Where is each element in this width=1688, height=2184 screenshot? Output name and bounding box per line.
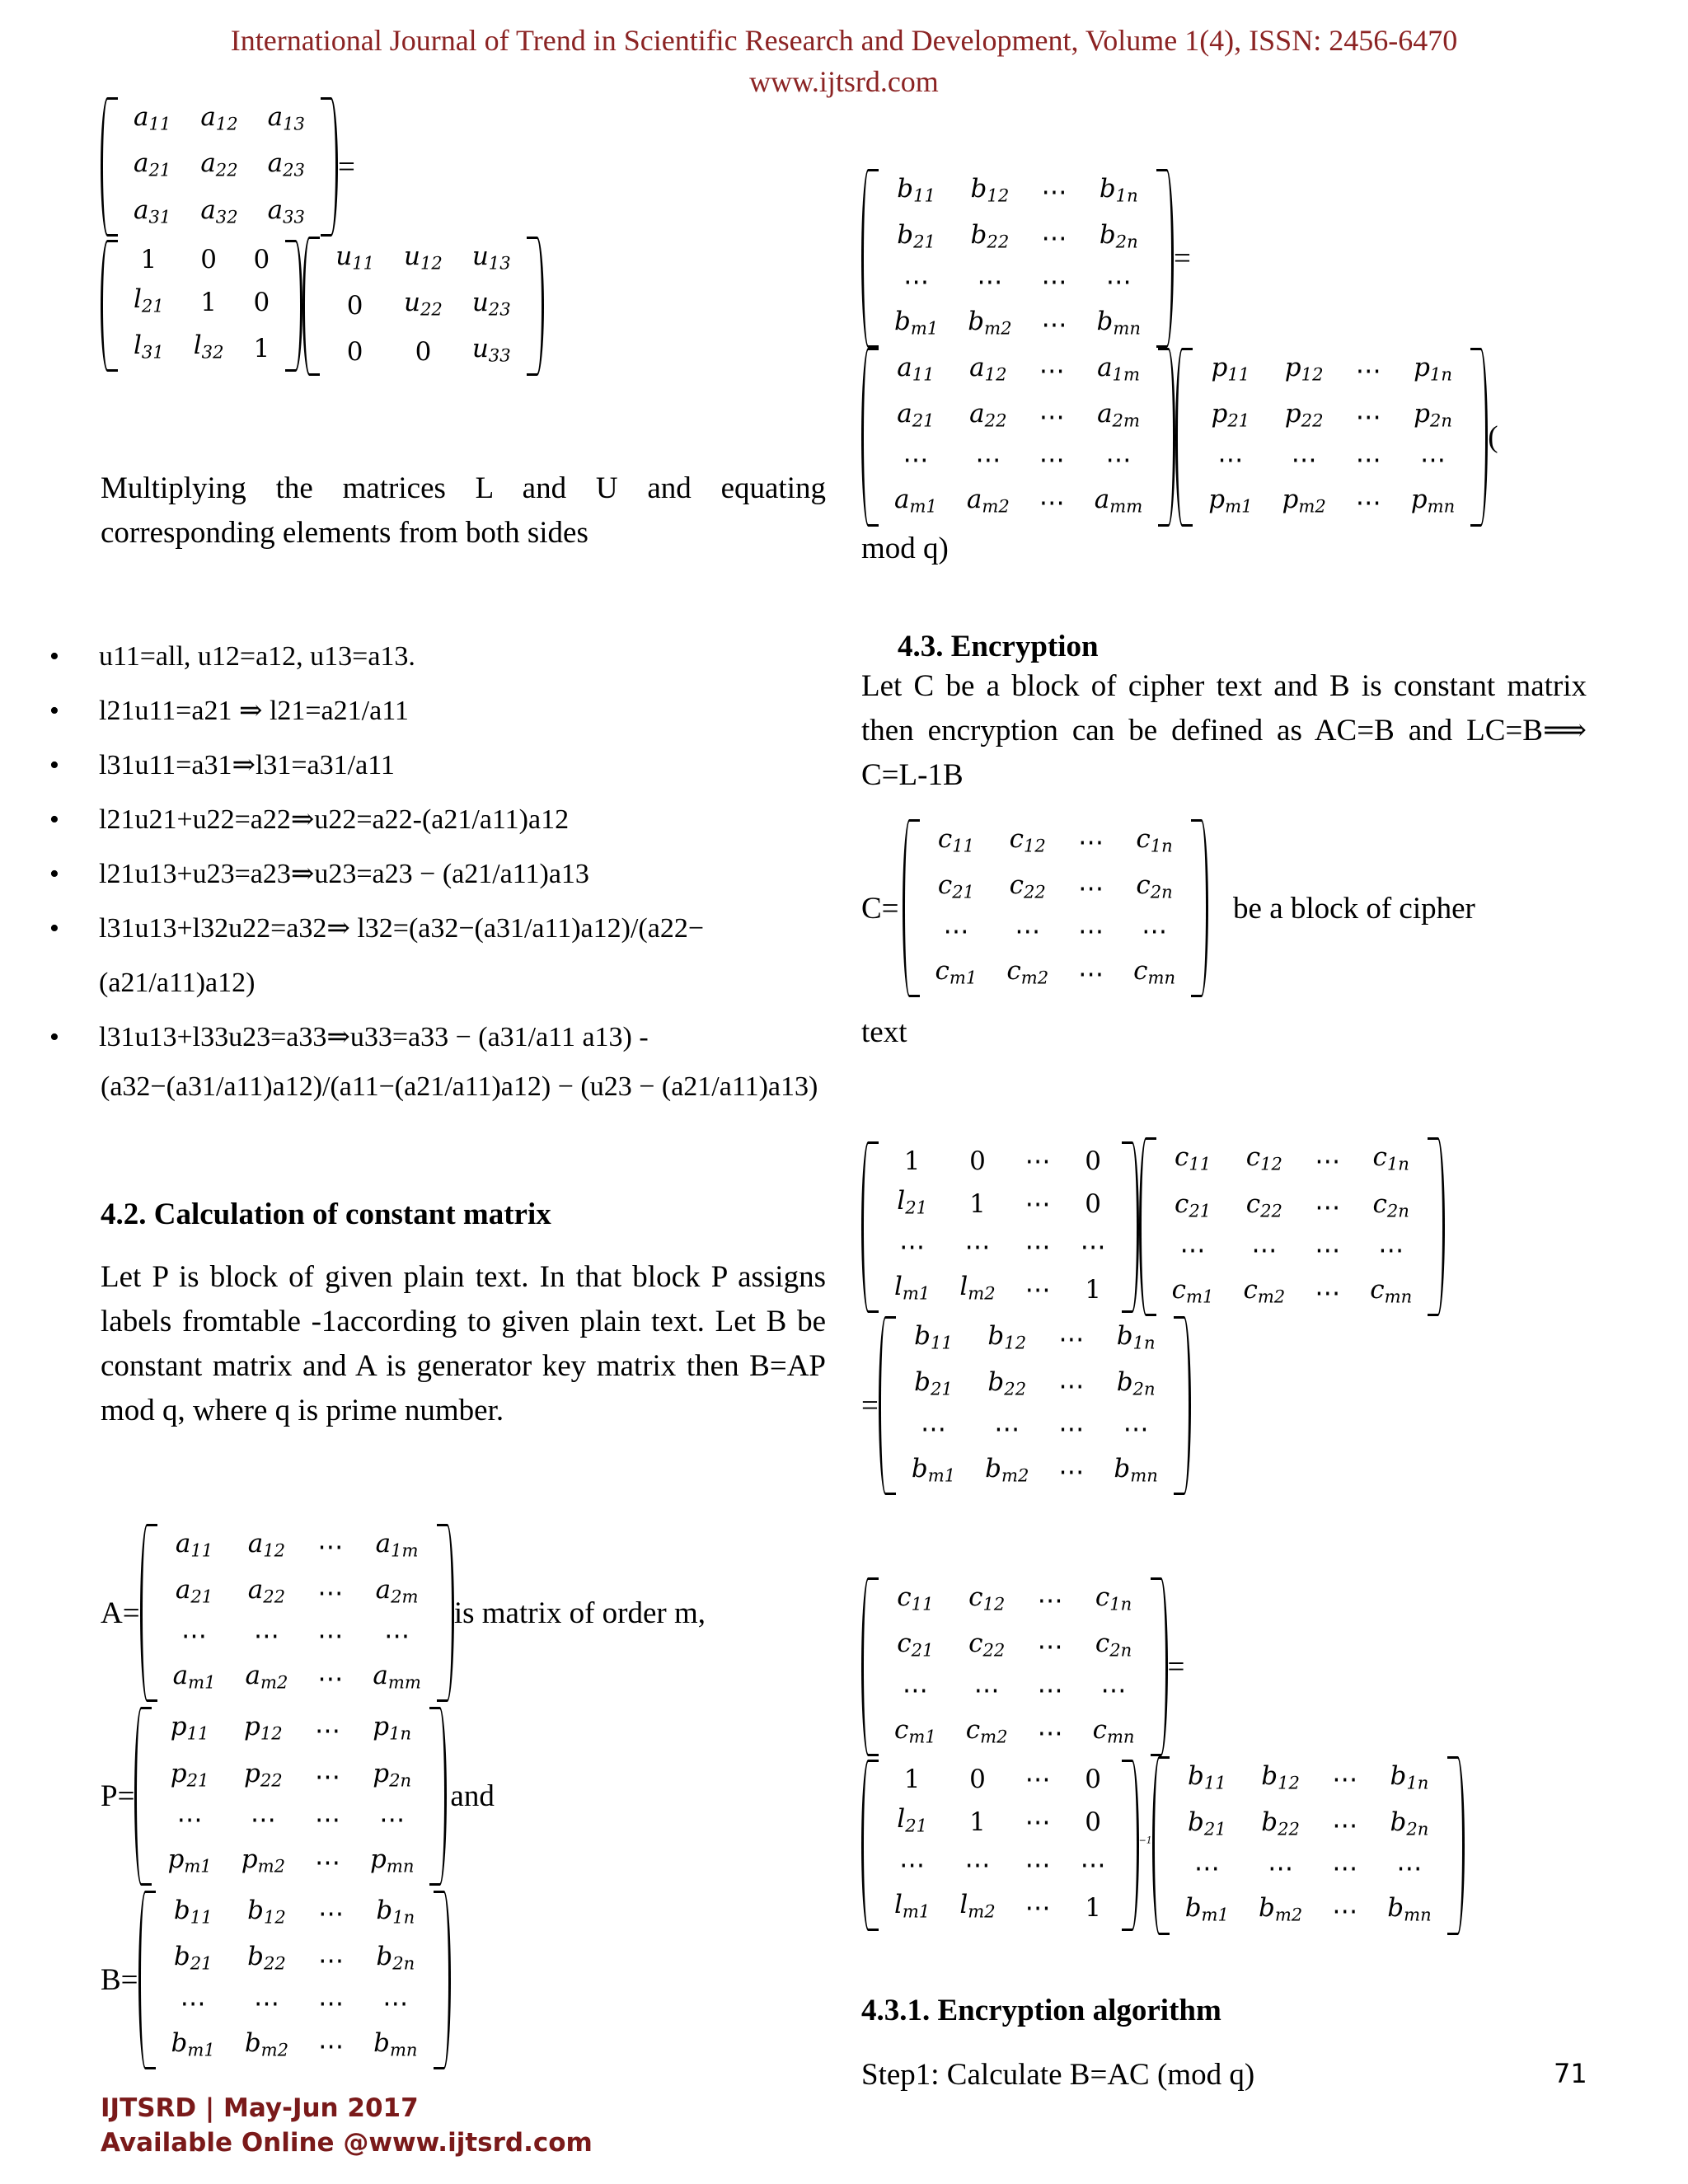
matrix-u3: $u_{11}$ $u_{12}$ $u_{13}$ 0 $u_{22}$ $u_{23}$ 0 0 $u_{33}$ <box>302 237 543 376</box>
list-item: • u11=all, u12=a12, u13=a13. <box>0 630 826 684</box>
footer-url: Available Online @www.ijtsrd.com <box>101 2128 593 2158</box>
matrix-l-inverse: 1 0 ⋯ 0 $l_{21}$ 1 ⋯ 0 ⋯ ⋯ ⋯ ⋯ $l_{m1}$ $l_{m2}$ ⋯ 1 <box>861 1760 1139 1932</box>
lu-equation: $a_{11}$ $a_{12}$ $a_{13}$ $a_{21}$ $a_{22}$ $a_{23}$ $a_{31}$ $a_{32}$ $a_{33}$ = 1 0 0 $l_{21}$ 1 0 $l_{31}$ $l_{32}$ 1 $u_{11}$ $u_{12}$ $u_{13}$ 0 $u_{22}$ $u_{23}$ 0 0 $u_{33}$ <box>101 97 826 376</box>
equation-continuation: (a32−(a31/a11)a12)/(a11−(a21/a11)a12) − (u23 − (a21/a11)a13) <box>101 1071 818 1102</box>
footer-journal: IJTSRD | May-Jun 2017 <box>101 2093 419 2123</box>
matrix-p: $p_{11}$ $p_{12}$ ⋯ $p_{1n}$ $p_{21}$ $p_{22}$ ⋯ $p_{2n}$ ⋯ ⋯ ⋯ ⋯ $p_{m1}$ $p_{m2}$ ⋯ $p_{mn}$ <box>134 1707 447 1886</box>
matrix-a: $a_{11}$ $a_{12}$ ⋯ $a_{1m}$ $a_{21}$ $a_{22}$ ⋯ $a_{2m}$ ⋯ ⋯ ⋯ ⋯ $a_{m1}$ $a_{m2}$ ⋯ $a_{mm}$ <box>140 1524 454 1703</box>
matrix-l: 1 0 ⋯ 0 $l_{21}$ 1 ⋯ 0 ⋯ ⋯ ⋯ ⋯ $l_{m1}$ $l_{m2}$ ⋯ 1 <box>861 1141 1139 1314</box>
list-item: • l31u13+l32u22=a32⇒ l32=(a32−(a31/a11)a12)/(a22−(a21/a11)a12) <box>0 902 826 1010</box>
step1-text: Step1: Calculate B=AC (mod q) <box>861 2057 1255 2092</box>
equals-sign: = <box>861 1389 879 1423</box>
matrix-a3: $a_{11}$ $a_{12}$ $a_{13}$ $a_{21}$ $a_{22}$ $a_{23}$ $a_{31}$ $a_{32}$ $a_{33}$ <box>101 97 338 237</box>
matrix-b-top: $b_{11}$ $b_{12}$ ⋯ $b_{1n}$ $b_{21}$ $b_{22}$ ⋯ $b_{2n}$ ⋯ ⋯ ⋯ ⋯ $b_{m1}$ $b_{m2}$ ⋯ $b_{mn}$ <box>861 169 1174 348</box>
section-4-2-title: 4.2. Calculation of constant matrix <box>101 1197 551 1231</box>
section-4-3-text: Let C be a block of cipher text and B is constant matrix then encryption can be defined as AC=B and LC=B⟹ C=L-1B <box>861 668 1587 792</box>
c-definition <box>861 819 1587 1056</box>
equation-list <box>0 630 826 1065</box>
list-item: • l21u13+u23=a23⇒u23=a23 − (a21/a11)a13 <box>0 847 826 902</box>
c-suffix: be a block of cipher <box>1233 891 1475 926</box>
section-4-3-1-title: 4.3.1. Encryption algorithm <box>861 1993 1221 2027</box>
journal-url: www.ijtsrd.com <box>749 65 939 98</box>
left-column <box>101 97 826 2069</box>
right-column <box>861 169 1587 2097</box>
c-label: C= <box>861 891 899 926</box>
matrix-b-2: $b_{11}$ $b_{12}$ ⋯ $b_{1n}$ $b_{21}$ $b_{22}$ ⋯ $b_{2n}$ ⋯ ⋯ ⋯ ⋯ $b_{m1}$ $b_{m2}$ ⋯ $b_{mn}$ <box>879 1316 1191 1495</box>
section-4-3-title: 4.3. Encryption <box>898 629 1099 663</box>
matrix-c: $c_{11}$ $c_{12}$ ⋯ $c_{1n}$ $c_{21}$ $c_{22}$ ⋯ $c_{2n}$ ⋯ ⋯ ⋯ ⋯ $c_{m1}$ $c_{m2}$ ⋯ $c_{mn}$ <box>903 819 1209 998</box>
list-item: • l31u11=a31⇒l31=a31/a11 <box>0 738 826 793</box>
multiplying-paragraph: Multiplying the matrices L and U and equating corresponding elements from both sides <box>101 471 826 550</box>
page-number: 71 <box>1554 2058 1587 2089</box>
matrix-b-3: $b_{11}$ $b_{12}$ ⋯ $b_{1n}$ $b_{21}$ $b_{22}$ ⋯ $b_{2n}$ ⋯ ⋯ ⋯ ⋯ $b_{m1}$ $b_{m2}$ ⋯ $b_{mn}$ <box>1152 1756 1465 1935</box>
matrix-a-top: $a_{11}$ $a_{12}$ ⋯ $a_{1m}$ $a_{21}$ $a_{22}$ ⋯ $a_{2m}$ ⋯ ⋯ ⋯ ⋯ $a_{m1}$ $a_{m2}$ ⋯ $a_{mm}$ <box>861 348 1175 527</box>
matrix-p-top: $p_{11}$ $p_{12}$ ⋯ $p_{1n}$ $p_{21}$ $p_{22}$ ⋯ $p_{2n}$ ⋯ ⋯ ⋯ ⋯ $p_{m1}$ $p_{m2}$ ⋯ $p_{mn}$ <box>1175 348 1488 527</box>
list-item: • l21u11=a21 ⇒ l21=a21/a11 <box>0 684 826 738</box>
a-suffix: is matrix of order m, <box>453 1596 706 1630</box>
matrix-b-definition <box>101 1891 826 2069</box>
matrix-a-definition <box>101 1524 826 1703</box>
matrix-c-2: $c_{11}$ $c_{12}$ ⋯ $c_{1n}$ $c_{21}$ $c_{22}$ ⋯ $c_{2n}$ ⋯ ⋯ ⋯ ⋯ $c_{m1}$ $c_{m2}$ ⋯ $c_{mn}$ <box>1139 1137 1446 1316</box>
p-suffix: and <box>450 1779 495 1814</box>
a-label: A= <box>101 1596 140 1630</box>
matrix-c-3: $c_{11}$ $c_{12}$ ⋯ $c_{1n}$ $c_{21}$ $c_{22}$ ⋯ $c_{2n}$ ⋯ ⋯ ⋯ ⋯ $c_{m1}$ $c_{m2}$ ⋯ $c_{mn}$ <box>861 1577 1168 1756</box>
matrix-p-definition <box>101 1707 826 1886</box>
section-4-2-text: Let P is block of given plain text. In that block P assigns labels fromtable -1according to given plain text. Let B be constant matrix and A is generator key matrix then B=AP mod q, where q is prime number. <box>101 1259 826 1427</box>
lc-equals-b <box>861 1137 1587 1495</box>
c-equals-linv-b: $c_{11}$ $c_{12}$ ⋯ $c_{1n}$ $c_{21}$ $c_{22}$ ⋯ $c_{2n}$ ⋯ ⋯ ⋯ ⋯ $c_{m1}$ $c_{m2}$ ⋯ $c_{mn}$ = 1 0 ⋯ 0 $l_{21}$ 1 ⋯ 0 ⋯ ⋯ ⋯ ⋯ $l_{m1}$ $l_{m2}$ ⋯ 1 $^{-1}$ $b_{11}$ $b_{12}$ ⋯ $b_{1n}$ $b_{21}$ $b_{22}$ ⋯ $b_{2n}$ ⋯ ⋯ ⋯ ⋯ $b_{m1}$ $b_{m2}$ ⋯ $b_{mn}$ <box>861 1577 1587 1935</box>
b-equals-ap: $b_{11}$ $b_{12}$ ⋯ $b_{1n}$ $b_{21}$ $b_{22}$ ⋯ $b_{2n}$ ⋯ ⋯ ⋯ ⋯ $b_{m1}$ $b_{m2}$ ⋯ $b_{mn}$ = $a_{11}$ $a_{12}$ ⋯ $a_{1m}$ $a_{21}$ $a_{22}$ ⋯ $a_{2m}$ ⋯ ⋯ ⋯ ⋯ $a_{m1}$ $a_{m2}$ ⋯ $a_{mm}$ $p_{11}$ $p_{12}$ ⋯ $p_{1n}$ $p_{21}$ $p_{22}$ ⋯ $p_{2n}$ ⋯ ⋯ ⋯ ⋯ $p_{m1}$ $p_{m2}$ ⋯ $p_{mn}$ ( mod q) <box>861 169 1587 571</box>
mod-q-text: mod q) <box>861 531 949 565</box>
matrix-b: $b_{11}$ $b_{12}$ ⋯ $b_{1n}$ $b_{21}$ $b_{22}$ ⋯ $b_{2n}$ ⋯ ⋯ ⋯ ⋯ $b_{m1}$ $b_{m2}$ ⋯ $b_{mn}$ <box>138 1891 451 2069</box>
matrix-l3: 1 0 0 $l_{21}$ 1 0 $l_{31}$ $l_{32}$ 1 <box>101 240 302 373</box>
b-label: B= <box>101 1963 138 1998</box>
list-item: • l21u21+u22=a22⇒u22=a22-(a21/a11)a12 <box>0 793 826 847</box>
journal-header: International Journal of Trend in Scientific Research and Development, Volume 1(4), ISSN: 2456-6470 <box>230 24 1458 57</box>
p-label: P= <box>101 1779 135 1814</box>
c-suffix-cont: text <box>861 1015 907 1050</box>
list-item: • l31u13+l33u23=a33⇒u33=a33 − (a31/a11 a13) - <box>0 1010 826 1065</box>
